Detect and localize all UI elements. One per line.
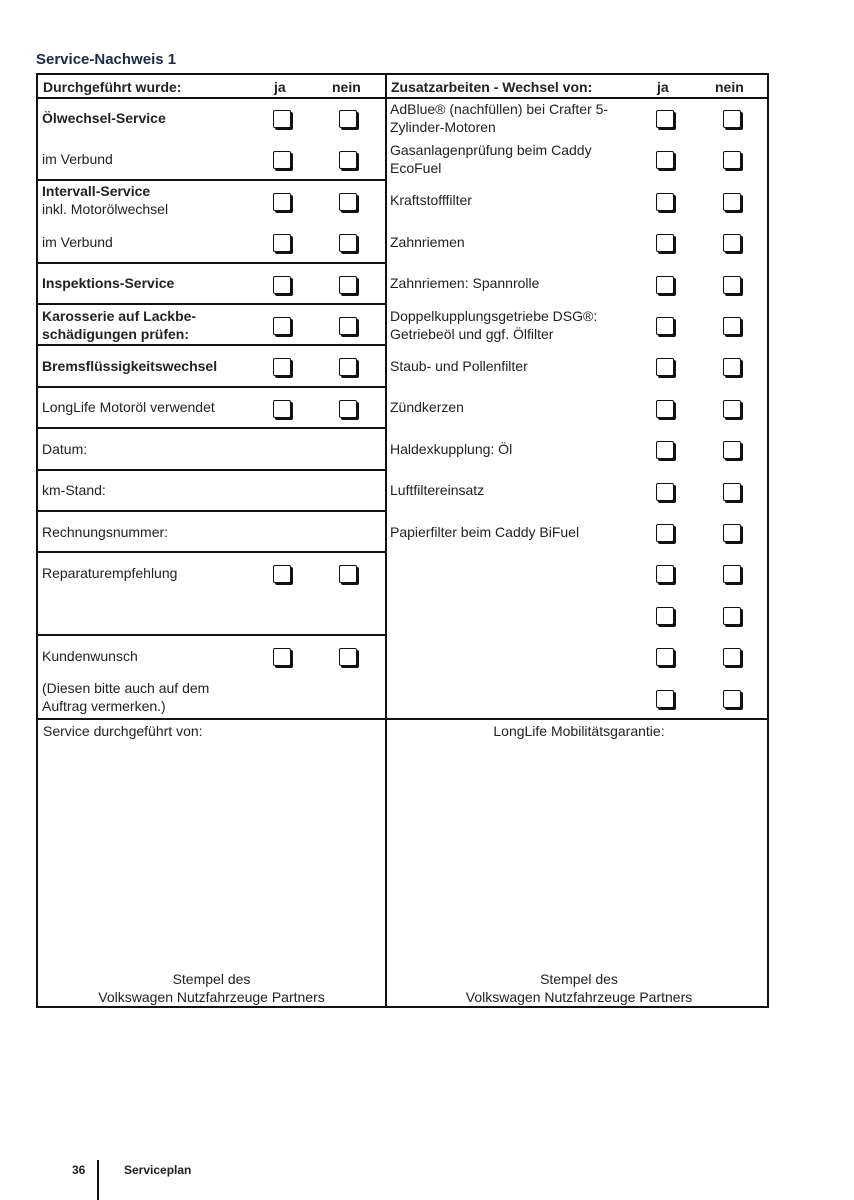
section-divider — [38, 386, 386, 388]
stamp-line: Volkswagen Nutzfahrzeuge Partners — [98, 989, 325, 1005]
nein-checkbox[interactable] — [723, 358, 741, 376]
footer-section-title: Serviceplan — [124, 1163, 192, 1177]
left-header-nein: nein — [332, 79, 361, 95]
label-line: Intervall-Service — [42, 183, 151, 200]
left-row-label — [42, 180, 272, 221]
label-line: Rechnungsnummer: — [42, 523, 169, 540]
ja-checkbox[interactable] — [656, 483, 674, 501]
ja-checkbox[interactable] — [656, 690, 674, 708]
ja-checkbox[interactable] — [273, 276, 291, 294]
service-record-table — [36, 73, 769, 1008]
right-row-label — [390, 138, 640, 179]
section-divider — [38, 179, 386, 181]
nein-checkbox[interactable] — [723, 317, 741, 335]
label-line: Getriebeöl und ggf. Ölfilter — [390, 325, 554, 342]
service-performed-by-label: Service durchgeführt von: — [43, 723, 203, 739]
right-row-label — [390, 511, 640, 552]
right-stamp-caption — [387, 970, 771, 1006]
section-divider — [38, 344, 386, 346]
ja-checkbox[interactable] — [656, 193, 674, 211]
nein-checkbox[interactable] — [723, 483, 741, 501]
right-header-ja: ja — [657, 79, 669, 95]
left-row-label — [42, 138, 272, 179]
ja-checkbox[interactable] — [656, 276, 674, 294]
label-line: Haldexkupplung: Öl — [390, 440, 513, 457]
ja-checkbox[interactable] — [656, 317, 674, 335]
right-header-label: Zusatzarbeiten - Wechsel von: — [391, 79, 593, 95]
page-number: 36 — [72, 1163, 86, 1177]
ja-checkbox[interactable] — [656, 607, 674, 625]
ja-checkbox[interactable] — [273, 234, 291, 252]
left-row-label — [42, 511, 272, 552]
section-divider — [38, 262, 386, 264]
nein-checkbox[interactable] — [339, 276, 357, 294]
ja-checkbox[interactable] — [656, 151, 674, 169]
nein-checkbox[interactable] — [723, 648, 741, 666]
section-divider — [38, 634, 386, 636]
label-line: Karosserie auf Lackbe- — [42, 307, 197, 324]
ja-checkbox[interactable] — [273, 358, 291, 376]
ja-checkbox[interactable] — [656, 110, 674, 128]
page-title: Service-Nachweis 1 — [36, 51, 177, 68]
ja-checkbox[interactable] — [273, 317, 291, 335]
nein-checkbox[interactable] — [723, 193, 741, 211]
left-row-label — [42, 387, 272, 428]
nein-checkbox[interactable] — [723, 441, 741, 459]
section-divider — [38, 303, 386, 305]
label-line: (Diesen bitte auch auf dem — [42, 680, 210, 697]
nein-checkbox[interactable] — [723, 524, 741, 542]
stamp-line: Stempel des — [172, 971, 251, 987]
label-line: Staub- und Pollenfilter — [390, 358, 528, 375]
left-row-label — [42, 97, 272, 138]
label-line: Zylinder-Motoren — [390, 118, 496, 135]
label-line: schädigungen prüfen: — [42, 325, 189, 342]
left-row-label — [42, 304, 272, 345]
nein-checkbox[interactable] — [723, 151, 741, 169]
left-row-label — [42, 221, 272, 262]
left-row-label — [42, 677, 272, 718]
nein-checkbox[interactable] — [339, 400, 357, 418]
ja-checkbox[interactable] — [273, 648, 291, 666]
section-divider — [38, 427, 386, 429]
right-row-label — [390, 428, 640, 469]
right-row-label — [390, 221, 640, 262]
ja-checkbox[interactable] — [273, 193, 291, 211]
nein-checkbox[interactable] — [339, 151, 357, 169]
label-line: Papierfilter beim Caddy BiFuel — [390, 523, 580, 540]
stamp-line: Stempel des — [540, 971, 618, 987]
nein-checkbox[interactable] — [339, 317, 357, 335]
nein-checkbox[interactable] — [723, 690, 741, 708]
label-line: Kundenwunsch — [42, 647, 138, 664]
ja-checkbox[interactable] — [273, 565, 291, 583]
ja-checkbox[interactable] — [273, 151, 291, 169]
label-line: Zahnriemen — [390, 233, 465, 250]
label-line: Zündkerzen — [390, 399, 464, 416]
right-row-label — [390, 470, 640, 511]
left-row-label — [42, 635, 272, 676]
label-line: im Verbund — [42, 233, 113, 250]
nein-checkbox[interactable] — [339, 565, 357, 583]
left-stamp-caption — [38, 970, 385, 1006]
label-line: km-Stand: — [42, 482, 106, 499]
label-line: Reparaturempfehlung — [42, 565, 178, 582]
label-line: LongLife Motoröl verwendet — [42, 399, 215, 416]
right-row-label — [390, 304, 640, 345]
label-line: Bremsflüssigkeitswechsel — [42, 358, 218, 375]
signature-divider — [38, 718, 767, 720]
nein-checkbox[interactable] — [723, 276, 741, 294]
column-divider — [385, 75, 387, 1006]
ja-checkbox[interactable] — [656, 565, 674, 583]
ja-checkbox[interactable] — [273, 400, 291, 418]
right-row-label — [390, 180, 640, 221]
label-line: Kraftstofffilter — [390, 192, 472, 209]
section-divider — [38, 551, 386, 553]
label-line: Datum: — [42, 440, 88, 457]
nein-checkbox[interactable] — [723, 234, 741, 252]
nein-checkbox[interactable] — [339, 234, 357, 252]
left-row-label — [42, 552, 272, 593]
ja-checkbox[interactable] — [656, 524, 674, 542]
label-line: Ölwechsel-Service — [42, 109, 166, 126]
nein-checkbox[interactable] — [339, 648, 357, 666]
label-line: im Verbund — [42, 151, 113, 168]
nein-checkbox[interactable] — [339, 358, 357, 376]
ja-checkbox[interactable] — [273, 110, 291, 128]
label-line: Zahnriemen: Spannrolle — [390, 275, 540, 292]
label-line: Gasanlagenprüfung beim Caddy — [390, 142, 592, 159]
right-header-nein: nein — [715, 79, 744, 95]
section-divider — [38, 510, 386, 512]
nein-checkbox[interactable] — [723, 110, 741, 128]
nein-checkbox[interactable] — [723, 400, 741, 418]
ja-checkbox[interactable] — [656, 648, 674, 666]
stamp-line: Volkswagen Nutzfahrzeuge Partners — [465, 989, 693, 1005]
left-header-ja: ja — [274, 79, 286, 95]
mobility-guarantee-label: LongLife Mobilitätsgarantie: — [493, 723, 665, 739]
label-line: AdBlue® (nachfüllen) bei Crafter 5- — [390, 100, 609, 117]
label-line: EcoFuel — [390, 160, 442, 177]
nein-checkbox[interactable] — [723, 565, 741, 583]
ja-checkbox[interactable] — [656, 358, 674, 376]
label-line: Doppelkupplungsgetriebe DSG®: — [390, 307, 598, 324]
footer-divider — [97, 1160, 99, 1200]
nein-checkbox[interactable] — [339, 110, 357, 128]
right-row-label — [390, 263, 640, 304]
right-row-label — [390, 387, 640, 428]
ja-checkbox[interactable] — [656, 441, 674, 459]
ja-checkbox[interactable] — [656, 400, 674, 418]
nein-checkbox[interactable] — [339, 193, 357, 211]
section-divider — [38, 469, 386, 471]
label-line: Inspektions-Service — [42, 275, 175, 292]
label-line: Luftfiltereinsatz — [390, 482, 485, 499]
left-row-label — [42, 428, 272, 469]
ja-checkbox[interactable] — [656, 234, 674, 252]
left-row-label — [42, 263, 272, 304]
label-line: inkl. Motorölwechsel — [42, 201, 169, 218]
left-row-label — [42, 345, 272, 386]
left-header-label: Durchgeführt wurde: — [43, 79, 182, 95]
left-row-label — [42, 470, 272, 511]
label-line: Auftrag vermerken.) — [42, 698, 166, 715]
right-row-label — [390, 345, 640, 386]
nein-checkbox[interactable] — [723, 607, 741, 625]
right-row-label — [390, 97, 640, 138]
